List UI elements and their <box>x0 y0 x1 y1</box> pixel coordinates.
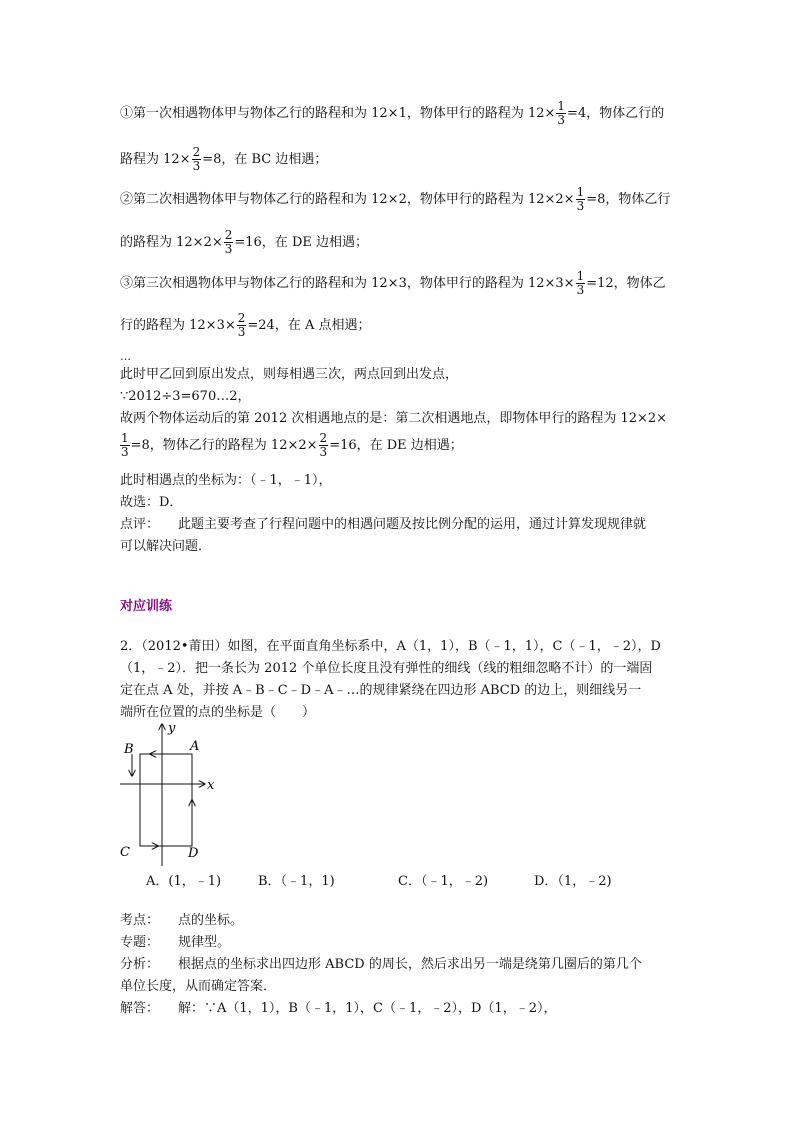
fraction-denominator: 3 <box>237 325 246 339</box>
fraction-numerator: 1 <box>557 99 566 113</box>
fraction-numerator: 1 <box>121 431 129 445</box>
question-line-1: 2．（2012•莆田）如图，在平面直角坐标系中，A（1，1），B（﹣1，1），C（﹣1，﹣2），D <box>120 639 661 654</box>
text-span: =16，在 DE 边相遇； <box>329 438 463 453</box>
analysis-text: 规律型。 <box>178 935 231 950</box>
comment-line-2: 可以解决问题． <box>120 539 212 554</box>
analysis-point <box>120 912 243 930</box>
point-c-label: C <box>120 845 130 860</box>
text-span: ③第三次相遇物体甲与物体乙行的路程和为 12×3，物体甲行的路程为 12×3× <box>120 276 575 291</box>
fraction-denominator: 3 <box>121 445 129 459</box>
option-d: D．（1，﹣2) <box>534 874 612 889</box>
question-line-2: （1，﹣2）．把一条长为 2012 个单位长度且没有弹性的细线（线的粗细忽略不计）的一端固 <box>120 661 653 676</box>
point-b-label: B <box>124 742 134 757</box>
text-span: ②第二次相遇物体甲与物体乙行的路程和为 12×2，物体甲行的路程为 12×2× <box>120 192 575 207</box>
y-axis-label: y <box>168 721 176 736</box>
analysis-solution <box>120 1000 556 1018</box>
text-span: 路程为 12× <box>120 152 191 167</box>
comment-label: 点评： <box>120 517 160 532</box>
text-span: 的路程为 12×2× <box>120 235 223 250</box>
analysis-explain-2: 单位长度，从而确定答案． <box>120 979 277 994</box>
cycle-sentence: 此时甲乙回到原出发点，则每相遇三次，两点回到出发点， <box>120 367 459 382</box>
text-span: =16，在 DE 边相遇； <box>234 235 368 250</box>
analysis-text: 点的坐标。 <box>178 913 244 928</box>
option-b: B．（﹣1，1) <box>258 874 335 889</box>
analysis-explain-1 <box>120 956 642 974</box>
text-span: 行的路程为 12×3× <box>120 318 236 333</box>
ellipsis: … <box>120 350 131 363</box>
comment-text: 此题主要考查了行程问题中的相遇问题及按比例分配的运用，通过计算发现规律就 <box>178 517 647 532</box>
fraction-denominator: 3 <box>576 283 585 297</box>
question-line-3: 定在点 A 处，并按 A﹣B﹣C﹣D﹣A﹣…的规律紧绕在四边形 ABCD 的边上，则细线另一 <box>120 683 642 698</box>
analysis-label: 专题： <box>120 935 160 950</box>
analysis-text: 解：∵A（1，1），B（﹣1，1），C（﹣1，﹣2），D（1，﹣2）， <box>178 1001 557 1016</box>
analysis-label: 考点： <box>120 913 160 928</box>
question-line-4: 端所在位置的点的坐标是（ ） <box>120 705 316 720</box>
fraction-numerator: 1 <box>576 185 585 199</box>
analysis-text: 根据点的坐标求出四边形 ABCD 的周长，然后求出另一端是绕第几圈后的第几个 <box>178 957 642 972</box>
text-span: =8，在 BC 边相遇； <box>202 152 328 167</box>
x-axis-label: x <box>207 778 215 793</box>
meeting-2012-line-1: 故两个物体运动后的第 2012 次相遇地点的是：第二次相遇地点，即物体甲行的路程为 12×2× <box>120 411 668 426</box>
quadrilateral-abcd <box>140 754 192 846</box>
fraction-denominator: 3 <box>319 445 328 459</box>
text-span: ①第一次相遇物体甲与物体乙行的路程和为 12×1，物体甲行的路程为 12× <box>120 106 556 121</box>
analysis-label: 分析： <box>120 957 160 972</box>
coordinate-sentence: 此时相遇点的坐标为：（﹣1，﹣1）， <box>120 473 332 488</box>
text-span: =12，物体乙 <box>586 276 666 291</box>
fraction-numerator: 2 <box>224 228 233 242</box>
choice-sentence: 故选：D． <box>120 495 183 510</box>
text-span: =8，物体乙行的路程为 12×2× <box>130 438 318 453</box>
fraction-numerator: 2 <box>319 431 328 445</box>
section-title: 对应训练 <box>120 599 173 614</box>
fraction-denominator: 3 <box>224 242 233 256</box>
fraction-denominator: 3 <box>192 159 201 173</box>
text-span: =8，物体乙行 <box>586 192 671 207</box>
text-span: =4，物体乙行的 <box>567 106 665 121</box>
division-sentence: ∵2012÷3=670…2， <box>120 389 251 404</box>
fraction-denominator: 3 <box>576 199 585 213</box>
point-d-label: D <box>188 846 199 861</box>
analysis-label: 解答： <box>120 1001 160 1016</box>
option-c: C．（﹣1，﹣2) <box>398 874 489 889</box>
fraction-numerator: 2 <box>237 311 246 325</box>
option-a: A．(1，﹣1) <box>146 874 222 889</box>
fraction-denominator: 3 <box>557 113 566 127</box>
text-span: =24，在 A 点相遇； <box>247 318 371 333</box>
fraction-numerator: 2 <box>192 145 201 159</box>
point-a-label: A <box>190 739 200 754</box>
fraction-numerator: 1 <box>576 269 585 283</box>
analysis-topic <box>120 934 230 952</box>
